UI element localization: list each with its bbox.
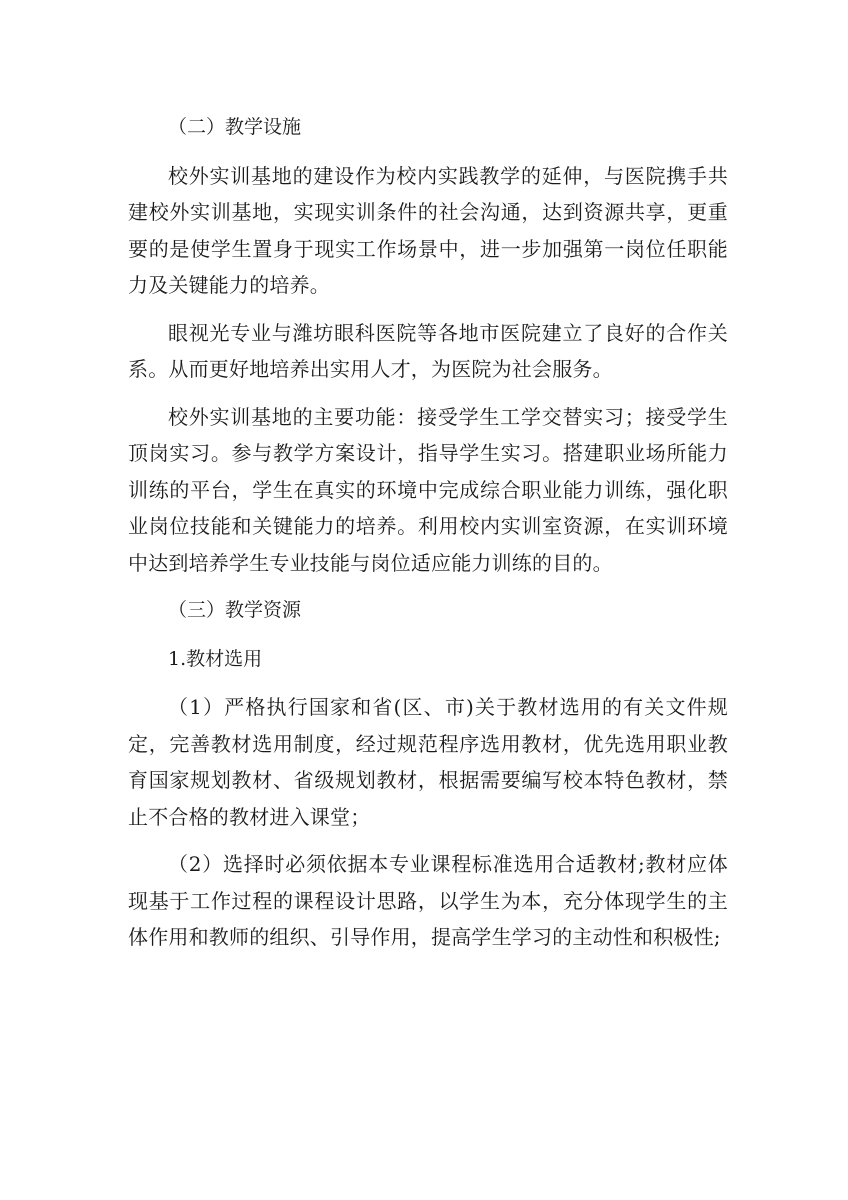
section-heading-teaching-resources: （三）教学资源	[168, 599, 302, 621]
paragraph-textbook-rule-2: （2）选择时必须依据本专业课程标准选用合适教材;教材应体现基于工作过程的课程设计思路，以学生为本，充分体现学生的主体作用和教师的组织、引导作用，提高学生学习的主动性和积极性;	[128, 852, 728, 949]
subsection-heading-textbook-selection: 1.教材选用	[168, 647, 263, 670]
document-body	[128, 109, 728, 967]
paragraph-hospital-cooperation: 眼视光专业与潍坊眼科医院等各地市医院建立了良好的合作关系。从而更好地培养出实用人才，为医院为社会服务。	[128, 320, 728, 381]
paragraph-base-functions: 校外实训基地的主要功能：接受学生工学交替实习；接受学生顶岗实习。参与教学方案设计，指导学生实习。搭建职业场所能力训练的平台，学生在真实的环境中完成综合职业能力训练，强化职业岗位技能和关键能力的培养。利用校内实训室资源，在实训环境中达到培养学生专业技能与岗位适应能力训练的目的。	[128, 404, 728, 575]
paragraph-textbook-rule-1: （1）严格执行国家和省(区、市)关于教材选用的有关文件规定，完善教材选用制度，经过规范程序选用教材，优先选用职业教育国家规划教材、省级规划教材，根据需要编写校本特色教材，禁止不合格的教材进入课堂；	[128, 695, 728, 829]
section-heading-teaching-facilities: （二）教学设施	[168, 116, 302, 138]
paragraph-offsite-training-base: 校外实训基地的建设作为校内实践教学的延伸，与医院携手共建校外实训基地，实现实训条件的社会沟通，达到资源共享，更重要的是使学生置身于现实工作场景中，进一步加强第一岗位任职能力及关键能力的培养。	[128, 163, 728, 297]
